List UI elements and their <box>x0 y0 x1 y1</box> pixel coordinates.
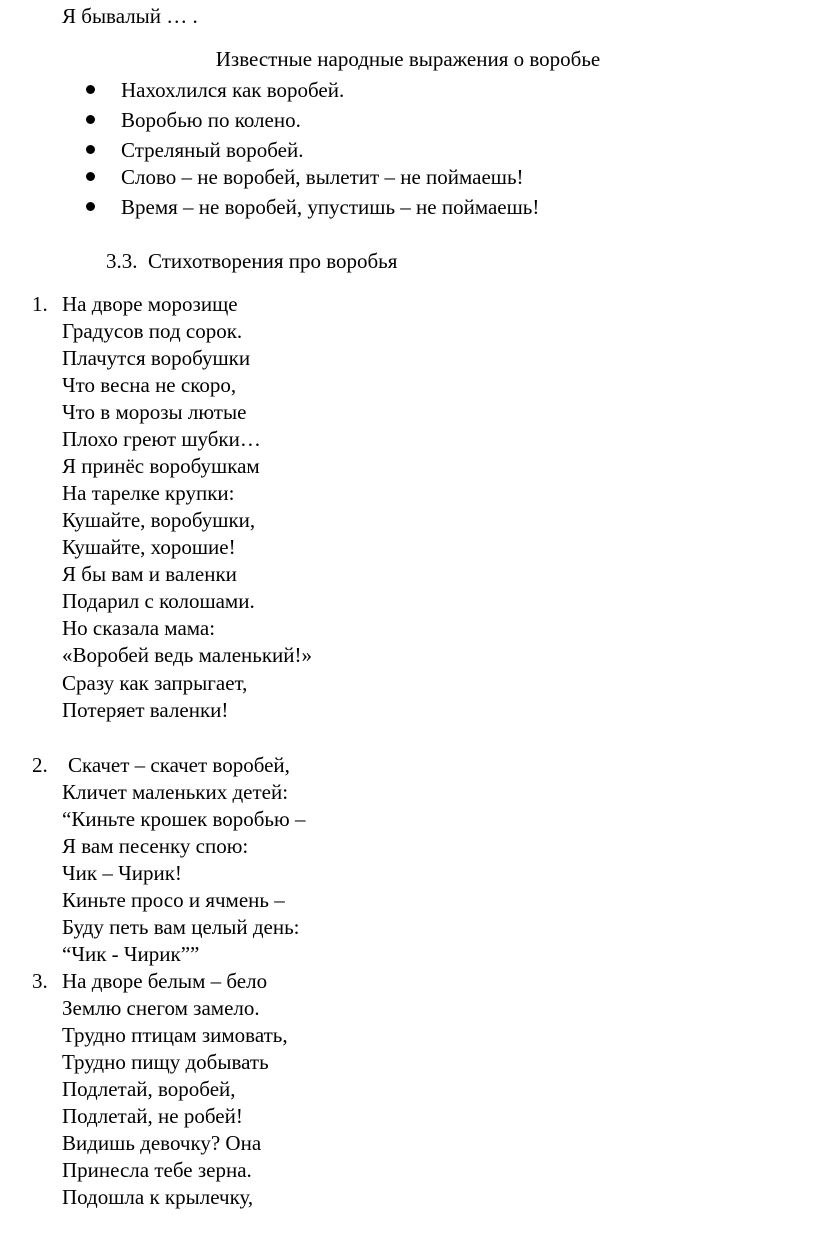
poem-line: Трудно птицам зимовать, <box>62 1023 288 1047</box>
poem-line: Но сказала мама: <box>62 616 216 640</box>
poem-line: Подлетай, воробей, <box>62 1077 236 1101</box>
poem-line: Кушайте, хорошие! <box>62 535 236 559</box>
poem-line: Я принёс воробушкам <box>62 454 260 478</box>
section-number: 3.3. <box>106 249 138 273</box>
poem-line: “Киньте крошек воробью – <box>62 807 306 831</box>
poem-line: Видишь девочку? Она <box>62 1131 262 1155</box>
bullet-icon <box>86 202 95 211</box>
poem-line: “Чик - Чирик”” <box>62 942 200 966</box>
poem-line: Что в морозы лютые <box>62 400 247 424</box>
poem-line: Я вам песенку спою: <box>62 834 249 858</box>
section-heading <box>106 248 397 274</box>
poem-line: Плохо греют шубки… <box>62 427 261 451</box>
poem-line: Землю снегом замело. <box>62 996 260 1020</box>
poem-line: Скачет – скачет воробей, <box>68 753 290 777</box>
intro-text: Я бывалый … . <box>62 4 198 28</box>
expressions-title: Известные народные выражения о воробье <box>215 47 601 71</box>
bullet-icon <box>86 172 95 181</box>
poem-line: Кличет маленьких детей: <box>62 780 289 804</box>
poem-line: Кушайте, воробушки, <box>62 508 256 532</box>
poem-line: «Воробей ведь маленький!» <box>62 643 313 667</box>
poem-number: 3. <box>32 969 48 993</box>
poem-line: Чик – Чирик! <box>62 861 182 885</box>
bullet-icon <box>86 85 95 94</box>
poem-line: Градусов под сорок. <box>62 319 243 343</box>
section-title: Стихотворения про воробья <box>148 249 398 273</box>
poem-line: Буду петь вам целый день: <box>62 915 300 939</box>
poem-line: Подарил с колошами. <box>62 589 255 613</box>
poem-line: Киньте просо и ячмень – <box>62 888 285 912</box>
poem-line: Принесла тебе зерна. <box>62 1158 252 1182</box>
poem-line: Подлетай, не робей! <box>62 1104 243 1128</box>
poem-line: Подошла к крылечку, <box>62 1185 254 1209</box>
poem-line: Трудно пищу добывать <box>62 1050 269 1074</box>
poem-line: На дворе морозище <box>62 292 238 316</box>
poem-line: Я бы вам и валенки <box>62 562 237 586</box>
poem-line: Сразу как запрыгает, <box>62 671 248 695</box>
poem-number: 1. <box>32 292 48 316</box>
bullet-icon <box>86 115 95 124</box>
poem-number: 2. <box>32 753 48 777</box>
poem-line: На дворе белым – бело <box>62 969 268 993</box>
bullet-icon <box>86 145 95 154</box>
poem-line: Потеряет валенки! <box>62 698 229 722</box>
poem-line: Плачутся воробушки <box>62 346 251 370</box>
poem-line: На тарелке крупки: <box>62 481 235 505</box>
poem-line: Что весна не скоро, <box>62 373 237 397</box>
